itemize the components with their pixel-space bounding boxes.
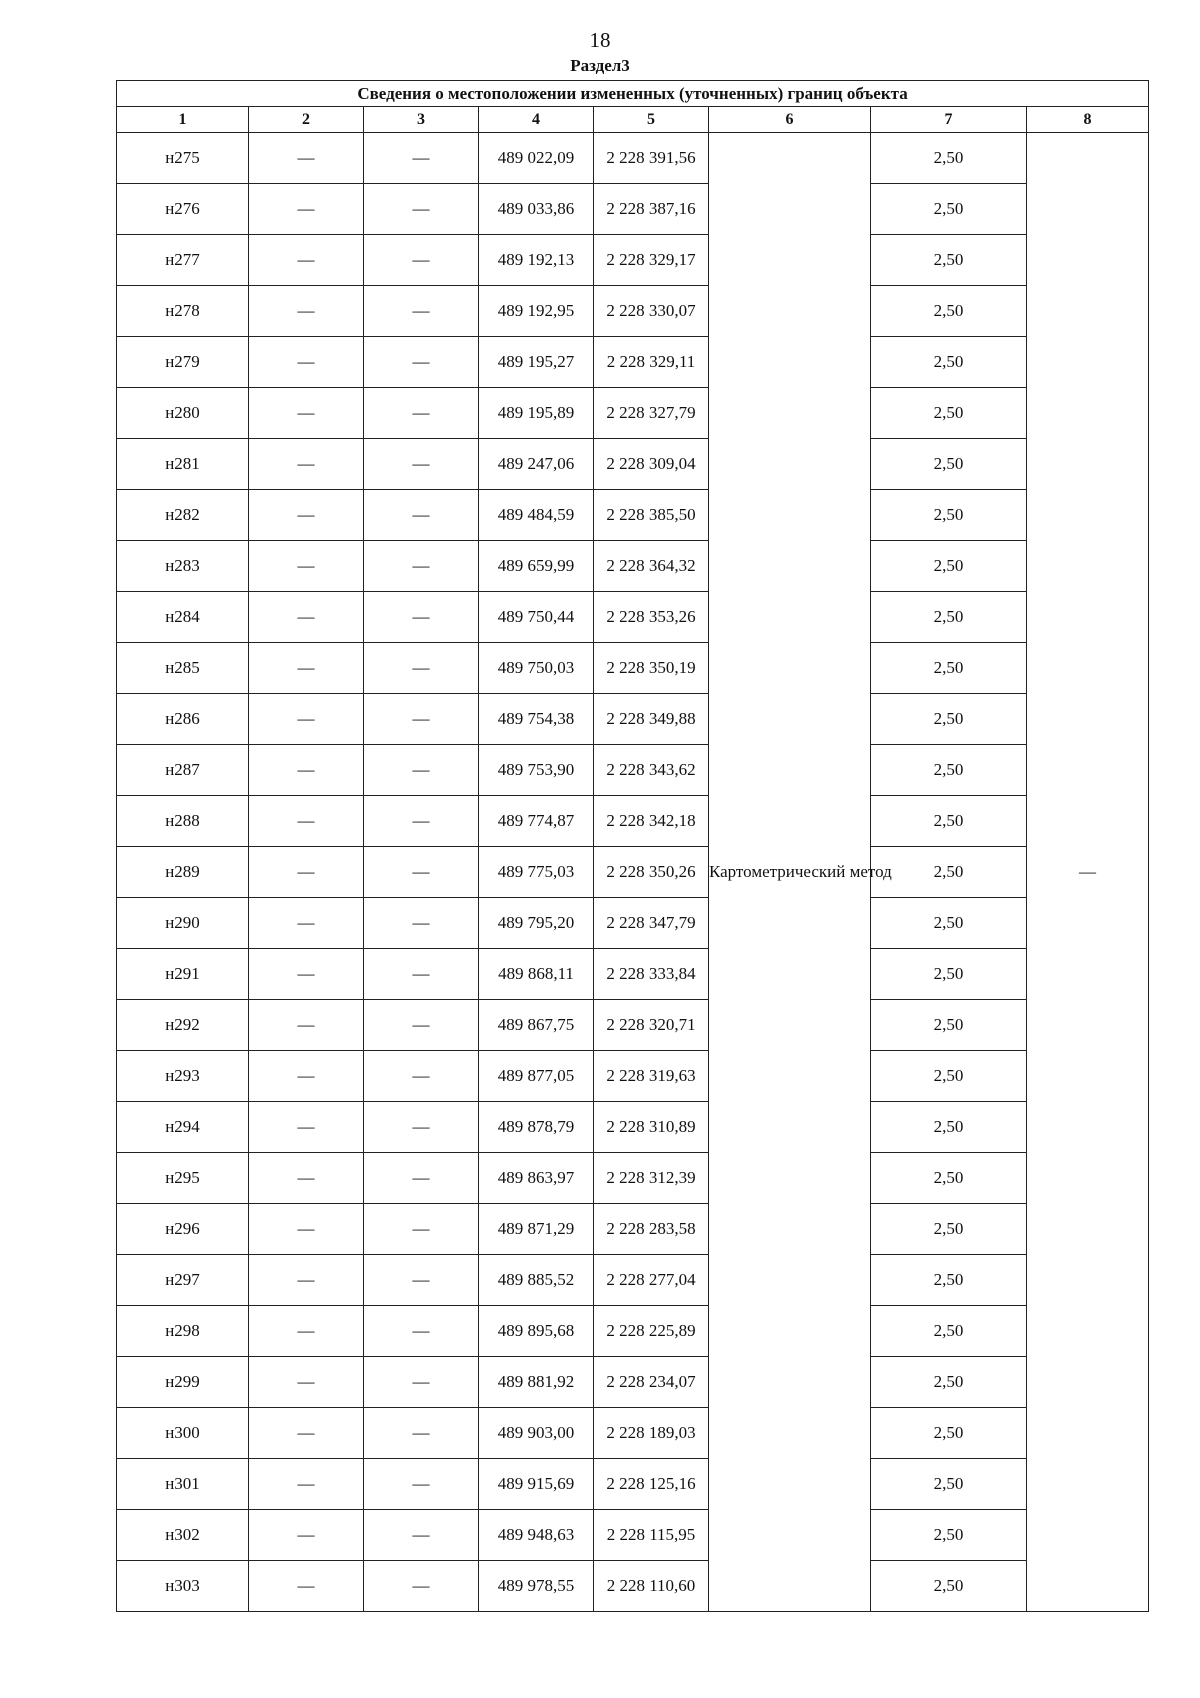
col3-value: — xyxy=(364,133,479,184)
point-id: н294 xyxy=(117,1102,249,1153)
col2-value: — xyxy=(249,694,364,745)
accuracy-value: 2,50 xyxy=(871,898,1027,949)
coord-x: 489 247,06 xyxy=(479,439,594,490)
col2-value: — xyxy=(249,796,364,847)
column-number: 7 xyxy=(871,107,1027,133)
col3-value: — xyxy=(364,694,479,745)
col3-value: — xyxy=(364,1306,479,1357)
col2-value: — xyxy=(249,541,364,592)
col2-value: — xyxy=(249,1459,364,1510)
col3-value: — xyxy=(364,898,479,949)
coord-y: 2 228 387,16 xyxy=(594,184,709,235)
table-row xyxy=(117,592,1149,643)
table-row xyxy=(117,1306,1149,1357)
column-number: 2 xyxy=(249,107,364,133)
point-id: н276 xyxy=(117,184,249,235)
point-id: н281 xyxy=(117,439,249,490)
coord-y: 2 228 329,17 xyxy=(594,235,709,286)
col2-value: — xyxy=(249,388,364,439)
table-row xyxy=(117,1459,1149,1510)
coord-y: 2 228 343,62 xyxy=(594,745,709,796)
table-row xyxy=(117,694,1149,745)
point-id: н289 xyxy=(117,847,249,898)
col3-value: — xyxy=(364,796,479,847)
point-id: н300 xyxy=(117,1408,249,1459)
point-id: н275 xyxy=(117,133,249,184)
coord-x: 489 867,75 xyxy=(479,1000,594,1051)
col3-value: — xyxy=(364,592,479,643)
col3-value: — xyxy=(364,1204,479,1255)
coord-x: 489 877,05 xyxy=(479,1051,594,1102)
col3-value: — xyxy=(364,184,479,235)
point-id: н277 xyxy=(117,235,249,286)
table-row xyxy=(117,898,1149,949)
accuracy-value: 2,50 xyxy=(871,1102,1027,1153)
col2-value: — xyxy=(249,1408,364,1459)
coord-y: 2 228 320,71 xyxy=(594,1000,709,1051)
point-id: н285 xyxy=(117,643,249,694)
col3-value: — xyxy=(364,541,479,592)
coord-x: 489 915,69 xyxy=(479,1459,594,1510)
coord-x: 489 033,86 xyxy=(479,184,594,235)
table-row xyxy=(117,541,1149,592)
table-row xyxy=(117,1357,1149,1408)
coord-y: 2 228 350,26 xyxy=(594,847,709,898)
table-row xyxy=(117,1255,1149,1306)
coord-x: 489 863,97 xyxy=(479,1153,594,1204)
table-row xyxy=(117,1561,1149,1612)
coord-y: 2 228 225,89 xyxy=(594,1306,709,1357)
coord-y: 2 228 277,04 xyxy=(594,1255,709,1306)
accuracy-value: 2,50 xyxy=(871,949,1027,1000)
point-id: н283 xyxy=(117,541,249,592)
accuracy-value: 2,50 xyxy=(871,643,1027,694)
table-row xyxy=(117,1408,1149,1459)
point-id: н284 xyxy=(117,592,249,643)
col2-value: — xyxy=(249,898,364,949)
col2-value: — xyxy=(249,745,364,796)
col3-value: — xyxy=(364,1153,479,1204)
section-title: Раздел3 xyxy=(570,56,630,75)
col2-value: — xyxy=(249,184,364,235)
col3-value: — xyxy=(364,643,479,694)
coord-y: 2 228 385,50 xyxy=(594,490,709,541)
coord-y: 2 228 189,03 xyxy=(594,1408,709,1459)
point-id: н290 xyxy=(117,898,249,949)
coord-x: 489 750,03 xyxy=(479,643,594,694)
col2-value: — xyxy=(249,286,364,337)
table-row xyxy=(117,439,1149,490)
coord-x: 489 878,79 xyxy=(479,1102,594,1153)
col2-value: — xyxy=(249,949,364,1000)
table-row xyxy=(117,1102,1149,1153)
accuracy-value: 2,50 xyxy=(871,847,1027,898)
coord-x: 489 195,27 xyxy=(479,337,594,388)
table-row xyxy=(117,133,1149,184)
accuracy-value: 2,50 xyxy=(871,796,1027,847)
col3-value: — xyxy=(364,1561,479,1612)
col2-value: — xyxy=(249,592,364,643)
coord-y: 2 228 115,95 xyxy=(594,1510,709,1561)
accuracy-value: 2,50 xyxy=(871,541,1027,592)
table-row xyxy=(117,1153,1149,1204)
col2-value: — xyxy=(249,337,364,388)
coord-x: 489 195,89 xyxy=(479,388,594,439)
point-id: н280 xyxy=(117,388,249,439)
accuracy-value: 2,50 xyxy=(871,1561,1027,1612)
coord-x: 489 192,95 xyxy=(479,286,594,337)
col3-value: — xyxy=(364,1000,479,1051)
col2-value: — xyxy=(249,235,364,286)
point-id: н288 xyxy=(117,796,249,847)
column-number: 3 xyxy=(364,107,479,133)
accuracy-value: 2,50 xyxy=(871,592,1027,643)
coord-y: 2 228 349,88 xyxy=(594,694,709,745)
column-number: 5 xyxy=(594,107,709,133)
coord-x: 489 795,20 xyxy=(479,898,594,949)
coord-x: 489 750,44 xyxy=(479,592,594,643)
coord-y: 2 228 342,18 xyxy=(594,796,709,847)
table-row xyxy=(117,1000,1149,1051)
table-row xyxy=(117,949,1149,1000)
accuracy-value: 2,50 xyxy=(871,235,1027,286)
table-caption: Сведения о местоположении измененных (уточненных) границ объекта xyxy=(117,81,1149,107)
coord-x: 489 192,13 xyxy=(479,235,594,286)
table-row xyxy=(117,286,1149,337)
accuracy-value: 2,50 xyxy=(871,286,1027,337)
point-id: н302 xyxy=(117,1510,249,1561)
coord-y: 2 228 329,11 xyxy=(594,337,709,388)
table-row xyxy=(117,1051,1149,1102)
point-id: н282 xyxy=(117,490,249,541)
coord-y: 2 228 347,79 xyxy=(594,898,709,949)
point-id: н278 xyxy=(117,286,249,337)
coord-x: 489 903,00 xyxy=(479,1408,594,1459)
table-row xyxy=(117,1204,1149,1255)
col2-value: — xyxy=(249,847,364,898)
table-row xyxy=(117,235,1149,286)
col3-value: — xyxy=(364,235,479,286)
coord-x: 489 484,59 xyxy=(479,490,594,541)
col2-value: — xyxy=(249,490,364,541)
coord-x: 489 871,29 xyxy=(479,1204,594,1255)
accuracy-value: 2,50 xyxy=(871,1510,1027,1561)
column-number-row xyxy=(117,107,1149,133)
accuracy-value: 2,50 xyxy=(871,1306,1027,1357)
col3-value: — xyxy=(364,1051,479,1102)
coord-y: 2 228 110,60 xyxy=(594,1561,709,1612)
point-id: н297 xyxy=(117,1255,249,1306)
accuracy-value: 2,50 xyxy=(871,1408,1027,1459)
point-id: н298 xyxy=(117,1306,249,1357)
col2-value: — xyxy=(249,643,364,694)
accuracy-value: 2,50 xyxy=(871,439,1027,490)
coord-x: 489 775,03 xyxy=(479,847,594,898)
accuracy-value: 2,50 xyxy=(871,1459,1027,1510)
accuracy-value: 2,50 xyxy=(871,745,1027,796)
point-id: н286 xyxy=(117,694,249,745)
coord-x: 489 753,90 xyxy=(479,745,594,796)
col3-value: — xyxy=(364,745,479,796)
col2-value: — xyxy=(249,1153,364,1204)
accuracy-value: 2,50 xyxy=(871,388,1027,439)
table-row xyxy=(117,643,1149,694)
accuracy-value: 2,50 xyxy=(871,1204,1027,1255)
accuracy-value: 2,50 xyxy=(871,694,1027,745)
point-id: н279 xyxy=(117,337,249,388)
accuracy-value: 2,50 xyxy=(871,1153,1027,1204)
table-body xyxy=(117,133,1149,1612)
col3-value: — xyxy=(364,388,479,439)
coord-y: 2 228 364,32 xyxy=(594,541,709,592)
column-number: 6 xyxy=(709,107,871,133)
coord-x: 489 022,09 xyxy=(479,133,594,184)
coord-y: 2 228 234,07 xyxy=(594,1357,709,1408)
accuracy-value: 2,50 xyxy=(871,1000,1027,1051)
col3-value: — xyxy=(364,1510,479,1561)
table-row xyxy=(117,796,1149,847)
coord-x: 489 754,38 xyxy=(479,694,594,745)
col3-value: — xyxy=(364,439,479,490)
table-row xyxy=(117,184,1149,235)
accuracy-value: 2,50 xyxy=(871,1051,1027,1102)
coord-y: 2 228 319,63 xyxy=(594,1051,709,1102)
accuracy-value: 2,50 xyxy=(871,133,1027,184)
page-number: 18 xyxy=(589,28,611,52)
boundary-table xyxy=(116,80,1149,1612)
coord-x: 489 978,55 xyxy=(479,1561,594,1612)
accuracy-value: 2,50 xyxy=(871,1357,1027,1408)
coord-y: 2 228 350,19 xyxy=(594,643,709,694)
col3-value: — xyxy=(364,847,479,898)
coord-y: 2 228 283,58 xyxy=(594,1204,709,1255)
col3-value: — xyxy=(364,1408,479,1459)
col2-value: — xyxy=(249,439,364,490)
col2-value: — xyxy=(249,1561,364,1612)
table-row xyxy=(117,490,1149,541)
col2-value: — xyxy=(249,1357,364,1408)
accuracy-value: 2,50 xyxy=(871,337,1027,388)
column-number: 8 xyxy=(1027,107,1149,133)
table-row xyxy=(117,388,1149,439)
col2-value: — xyxy=(249,1255,364,1306)
coord-x: 489 885,52 xyxy=(479,1255,594,1306)
col2-value: — xyxy=(249,133,364,184)
table-row xyxy=(117,847,1149,898)
point-id: н295 xyxy=(117,1153,249,1204)
accuracy-value: 2,50 xyxy=(871,490,1027,541)
coord-y: 2 228 391,56 xyxy=(594,133,709,184)
accuracy-value: 2,50 xyxy=(871,184,1027,235)
col3-value: — xyxy=(364,490,479,541)
col2-value: — xyxy=(249,1510,364,1561)
coord-y: 2 228 312,39 xyxy=(594,1153,709,1204)
coord-y: 2 228 125,16 xyxy=(594,1459,709,1510)
coord-x: 489 774,87 xyxy=(479,796,594,847)
coord-y: 2 228 353,26 xyxy=(594,592,709,643)
col2-value: — xyxy=(249,1102,364,1153)
col3-value: — xyxy=(364,1357,479,1408)
point-id: н292 xyxy=(117,1000,249,1051)
point-id: н296 xyxy=(117,1204,249,1255)
coord-y: 2 228 333,84 xyxy=(594,949,709,1000)
col2-value: — xyxy=(249,1306,364,1357)
coord-x: 489 659,99 xyxy=(479,541,594,592)
col3-value: — xyxy=(364,337,479,388)
col2-value: — xyxy=(249,1051,364,1102)
col3-value: — xyxy=(364,286,479,337)
coord-y: 2 228 327,79 xyxy=(594,388,709,439)
col3-value: — xyxy=(364,1459,479,1510)
coord-y: 2 228 330,07 xyxy=(594,286,709,337)
method-cell: Картометрический метод xyxy=(709,133,871,1612)
table-row xyxy=(117,745,1149,796)
col2-value: — xyxy=(249,1000,364,1051)
col8-cell: — xyxy=(1027,133,1149,1612)
table-row xyxy=(117,1510,1149,1561)
point-id: н287 xyxy=(117,745,249,796)
coord-y: 2 228 310,89 xyxy=(594,1102,709,1153)
col3-value: — xyxy=(364,949,479,1000)
col3-value: — xyxy=(364,1102,479,1153)
column-number: 1 xyxy=(117,107,249,133)
point-id: н293 xyxy=(117,1051,249,1102)
coord-x: 489 881,92 xyxy=(479,1357,594,1408)
coord-x: 489 868,11 xyxy=(479,949,594,1000)
point-id: н303 xyxy=(117,1561,249,1612)
point-id: н301 xyxy=(117,1459,249,1510)
col3-value: — xyxy=(364,1255,479,1306)
coord-x: 489 895,68 xyxy=(479,1306,594,1357)
point-id: н291 xyxy=(117,949,249,1000)
table-row xyxy=(117,337,1149,388)
col2-value: — xyxy=(249,1204,364,1255)
column-number: 4 xyxy=(479,107,594,133)
coord-y: 2 228 309,04 xyxy=(594,439,709,490)
point-id: н299 xyxy=(117,1357,249,1408)
accuracy-value: 2,50 xyxy=(871,1255,1027,1306)
coord-x: 489 948,63 xyxy=(479,1510,594,1561)
